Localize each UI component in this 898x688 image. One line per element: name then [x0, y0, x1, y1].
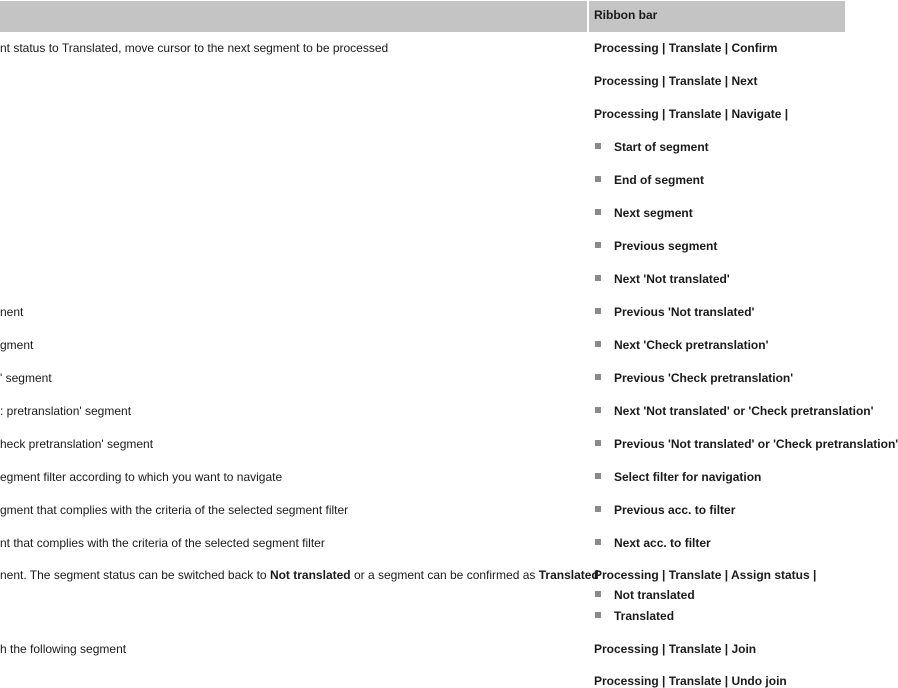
desc-previous-check-pretranslation: ' segment: [0, 371, 52, 385]
list-item-not-translated: Not translated: [594, 588, 845, 602]
square-bullet-icon: [595, 407, 601, 413]
square-bullet-icon: [595, 308, 601, 314]
square-bullet-icon: [595, 440, 601, 446]
list-item-translated: Translated: [594, 609, 845, 623]
list-item-previous-segment: Previous segment: [594, 239, 845, 253]
desc-previous-not-translated: nent: [0, 305, 24, 319]
list-item-start-of-segment: Start of segment: [594, 140, 845, 154]
ribbon-path-join: Processing | Translate | Join: [594, 642, 757, 656]
desc-fragment: :: [0, 404, 7, 418]
list-item-previous-check-pretranslation: Previous 'Check pretranslation': [594, 371, 845, 385]
list-item-previous-not-translated: Previous 'Not translated': [594, 305, 845, 319]
square-bullet-icon: [595, 209, 601, 215]
list-item-previous-not-translated-or-check: Previous 'Not translated' or 'Check pretranslation': [594, 437, 845, 451]
list-item-next-not-translated-or-check: Next 'Not translated' or 'Check pretranslation': [594, 404, 845, 418]
square-bullet-icon: [595, 143, 601, 149]
ribbon-path-confirm: Processing | Translate | Confirm: [594, 41, 778, 55]
list-item-select-filter: Select filter for navigation: [594, 470, 845, 484]
square-bullet-icon: [595, 341, 601, 347]
desc-assign-status: nent. The segment status can be switched back to Not translated or a segment can be confirmed as Translated: [0, 568, 599, 582]
ribbon-bar-column-header: Ribbon bar: [594, 8, 658, 22]
desc-previous-acc-filter: gment that complies with the criteria of the selected segment filter: [0, 503, 349, 517]
desc-confirm: nt status to Translated, move cursor to the next segment to be processed: [0, 41, 389, 55]
list-item-end-of-segment: End of segment: [594, 173, 845, 187]
list-item-previous-acc-filter: Previous acc. to filter: [594, 503, 845, 517]
desc-next-acc-filter: nt that complies with the criteria of the selected segment filter: [0, 536, 325, 550]
square-bullet-icon: [595, 374, 601, 380]
square-bullet-icon: [595, 612, 601, 618]
square-bullet-icon: [595, 591, 601, 597]
desc-next-check-pretranslation: gment: [0, 338, 34, 352]
list-item-next-check-pretranslation: Next 'Check pretranslation': [594, 338, 845, 352]
square-bullet-icon: [595, 275, 601, 281]
list-item-next-not-translated: Next 'Not translated': [594, 272, 845, 286]
table-header: [0, 1, 845, 32]
list-item-next-segment: Next segment: [594, 206, 845, 220]
list-item-next-acc-filter: Next acc. to filter: [594, 536, 845, 550]
header-column-divider: [587, 1, 589, 32]
square-bullet-icon: [595, 473, 601, 479]
ribbon-path-next: Processing | Translate | Next: [594, 74, 758, 88]
square-bullet-icon: [595, 506, 601, 512]
ribbon-path-undo-join: Processing | Translate | Undo join: [594, 674, 787, 688]
square-bullet-icon: [595, 539, 601, 545]
ribbon-path-assign-status: Processing | Translate | Assign status |: [594, 568, 817, 582]
square-bullet-icon: [595, 242, 601, 248]
desc-join: h the following segment: [0, 642, 127, 656]
desc-next-not-translated-or-check: : pretranslation' segment: [0, 404, 132, 418]
square-bullet-icon: [595, 176, 601, 182]
desc-select-filter: egment filter according to which you want to navigate: [0, 470, 283, 484]
ribbon-path-navigate: Processing | Translate | Navigate |: [594, 107, 789, 121]
desc-previous-not-translated-or-check: heck pretranslation' segment: [0, 437, 154, 451]
